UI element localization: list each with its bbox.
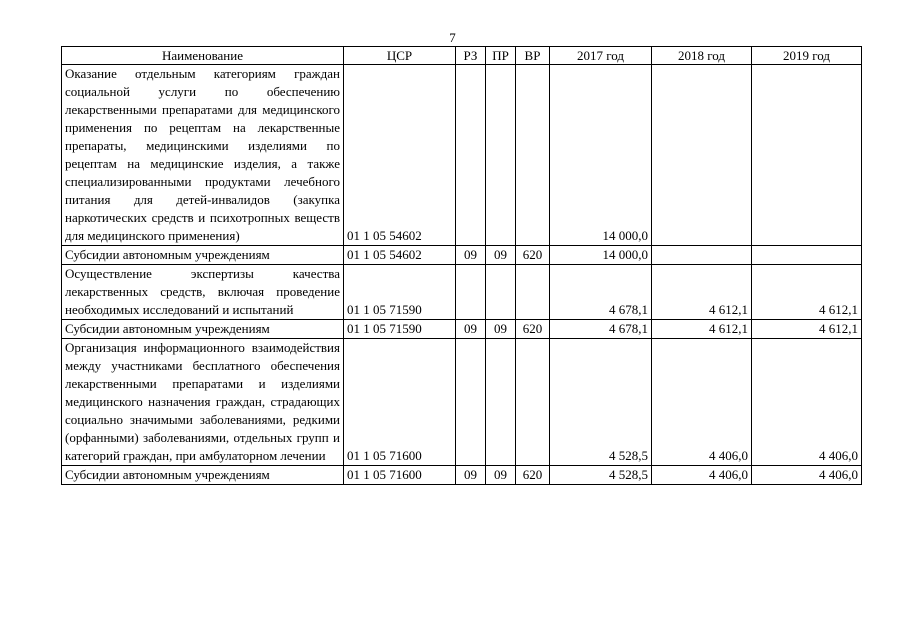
table-row xyxy=(62,65,862,246)
row-name: Субсидии автономным учреждениям xyxy=(62,466,344,485)
row-name: Субсидии автономным учреждениям xyxy=(62,246,344,265)
header-2017: 2017 год xyxy=(550,47,652,65)
row-2018: 4 406,0 xyxy=(652,466,752,485)
row-pr: 09 xyxy=(486,466,516,485)
row-rz xyxy=(456,339,486,466)
row-2017: 4 678,1 xyxy=(550,265,652,320)
row-vr xyxy=(516,65,550,246)
row-vr: 620 xyxy=(516,320,550,339)
row-csr: 01 1 05 71600 xyxy=(344,339,456,466)
row-2018 xyxy=(652,65,752,246)
header-2019: 2019 год xyxy=(752,47,862,65)
row-rz xyxy=(456,265,486,320)
table-row xyxy=(62,466,862,485)
row-rz: 09 xyxy=(456,320,486,339)
row-2019: 4 612,1 xyxy=(752,320,862,339)
header-row xyxy=(62,47,862,65)
row-pr xyxy=(486,265,516,320)
header-vr: ВР xyxy=(516,47,550,65)
row-name: Организация информационного взаимодействия между участниками бесплатного обеспечения лекарственными препаратами и изделиями медицинского назначения граждан, страдающих социально значимыми заболеваниями, редкими (орфанными) заболеваниями, отдельных групп и категорий граждан, при амбулаторном лечении xyxy=(62,339,344,466)
row-2017: 4 528,5 xyxy=(550,466,652,485)
header-2018: 2018 год xyxy=(652,47,752,65)
row-2019 xyxy=(752,246,862,265)
row-2017: 4 678,1 xyxy=(550,320,652,339)
header-csr: ЦСР xyxy=(344,47,456,65)
row-name: Субсидии автономным учреждениям xyxy=(62,320,344,339)
row-csr: 01 1 05 71590 xyxy=(344,265,456,320)
row-2019: 4 406,0 xyxy=(752,466,862,485)
row-vr xyxy=(516,339,550,466)
row-csr: 01 1 05 54602 xyxy=(344,65,456,246)
row-pr: 09 xyxy=(486,246,516,265)
row-name: Оказание отдельным категориям граждан социальной услуги по обеспечению лекарственными препаратами для медицинского применения по рецептам на лекарственные препараты, медицинскими изделиями по рецептам на медицинские изделия, а также специализированными продуктами лечебного питания для детей-инвалидов (закупка наркотических средств и психотропных веществ для медицинского применения) xyxy=(62,65,344,246)
row-2019 xyxy=(752,65,862,246)
row-2017: 4 528,5 xyxy=(550,339,652,466)
row-2018: 4 612,1 xyxy=(652,265,752,320)
row-name: Осуществление экспертизы качества лекарственных средств, включая проведение необходимых исследований и испытаний xyxy=(62,265,344,320)
row-rz: 09 xyxy=(456,246,486,265)
row-pr xyxy=(486,339,516,466)
table-row xyxy=(62,265,862,320)
header-name: Наименование xyxy=(62,47,344,65)
table-row xyxy=(62,246,862,265)
row-csr: 01 1 05 54602 xyxy=(344,246,456,265)
page-number: 7 xyxy=(449,30,456,45)
row-vr: 620 xyxy=(516,246,550,265)
row-vr: 620 xyxy=(516,466,550,485)
row-2018: 4 406,0 xyxy=(652,339,752,466)
row-csr: 01 1 05 71590 xyxy=(344,320,456,339)
row-2019: 4 406,0 xyxy=(752,339,862,466)
row-2018: 4 612,1 xyxy=(652,320,752,339)
row-2018 xyxy=(652,246,752,265)
row-rz: 09 xyxy=(456,466,486,485)
table-row xyxy=(62,339,862,466)
table-row xyxy=(62,320,862,339)
row-2017: 14 000,0 xyxy=(550,246,652,265)
row-vr xyxy=(516,265,550,320)
row-pr: 09 xyxy=(486,320,516,339)
row-2017: 14 000,0 xyxy=(550,65,652,246)
header-pr: ПР xyxy=(486,47,516,65)
header-rz: РЗ xyxy=(456,47,486,65)
row-pr xyxy=(486,65,516,246)
budget-table xyxy=(61,46,862,485)
row-csr: 01 1 05 71600 xyxy=(344,466,456,485)
row-rz xyxy=(456,65,486,246)
row-2019: 4 612,1 xyxy=(752,265,862,320)
